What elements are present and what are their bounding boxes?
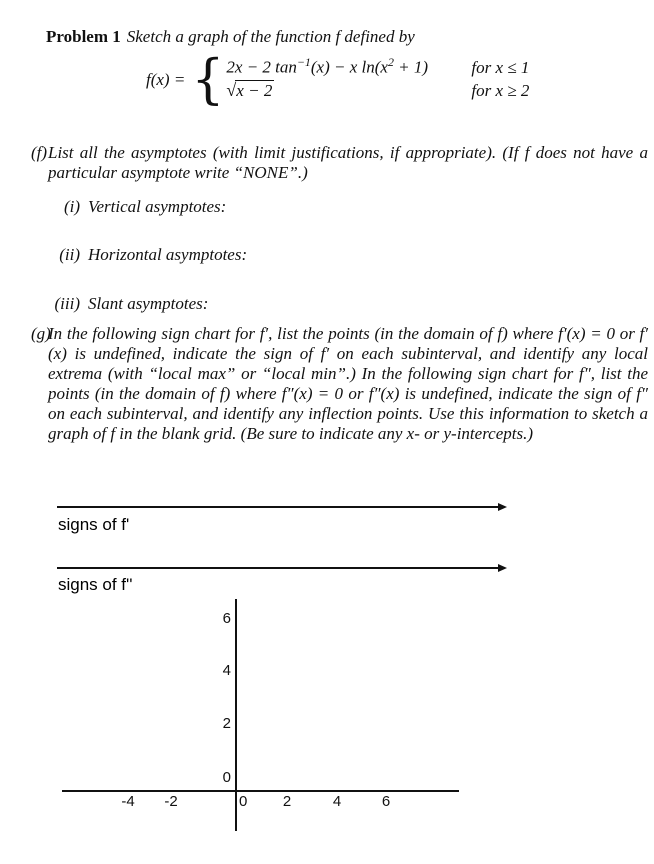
x-tick-neg4: -4	[121, 793, 135, 810]
part-f-text: List all the asymptotes (with limit justifications, if appropriate). (If f does not have a particular asymptote write “NONE”.)	[48, 143, 648, 182]
piecewise-function	[146, 49, 530, 111]
problem-number: Problem 1	[46, 27, 121, 46]
expression-2	[226, 80, 471, 101]
sign-chart-fprime-numberline	[57, 503, 507, 512]
y-tick-4: 4	[222, 662, 231, 679]
piecewise-brace: {	[191, 49, 225, 111]
expr1-part3: + 1)	[393, 57, 429, 77]
condition-2: for x ≥ 2	[471, 81, 530, 100]
condition-1: for x ≤ 1	[471, 57, 530, 77]
y-tick-2: 2	[222, 715, 231, 732]
sign-chart-fdoubleprime-numberline	[57, 564, 507, 573]
function-lhs: f(x) =	[146, 70, 186, 89]
sign-chart-fdoubleprime-label: signs of f''	[58, 575, 133, 594]
expr1-part2: (x) − x ln(x	[310, 57, 388, 77]
part-g-label: (g)	[31, 324, 51, 343]
x-tick-0: 0	[239, 793, 248, 810]
item-iii-text: Slant asymptotes:	[88, 294, 209, 313]
x-tick-neg2: -2	[164, 793, 178, 810]
item-iii-label: (iii)	[54, 294, 80, 313]
item-ii-label: (ii)	[59, 245, 80, 264]
y-tick-0: 0	[222, 769, 231, 786]
problem-title	[46, 27, 415, 47]
expr1-exponent1: −1	[296, 55, 311, 69]
expr1-part1: 2x − 2 tan	[226, 57, 297, 77]
part-g-text: In the following sign chart for f′, list the points (in the domain of f) where f′(x) = 0 or f′(x) is undefined, indicate the sign of f′ on each subinterval, and identify any local extrema (with “local max” or “local min”.) In the following sign chart for f″, list the points (in the domain of f) where f″(x) = 0 or f″(x) is undefined, indicate the sign of f″ on each subinterval, and identify any inflection points. Use this information to sketch a graph of f in the blank grid. (Be sure to indicate any x- or y-intercepts.)	[48, 324, 648, 443]
piecewise-row-1	[226, 55, 529, 80]
y-tick-6: 6	[222, 610, 231, 627]
piecewise-rows	[226, 55, 529, 105]
expr1-exponent2: 2	[387, 55, 394, 69]
radicand: x − 2	[236, 81, 273, 100]
item-i-label: (i)	[63, 197, 80, 216]
right-arrow-icon	[498, 503, 507, 511]
numberline-shaft	[57, 506, 499, 508]
x-tick-6: 6	[381, 793, 391, 810]
x-tick-4: 4	[332, 793, 342, 810]
right-arrow-icon	[498, 564, 507, 572]
problem-intro: Sketch a graph of the function f defined by	[126, 27, 415, 46]
sign-chart-fprime-label: signs of f'	[58, 515, 130, 534]
radical-sign: √	[226, 80, 237, 100]
y-axis	[235, 599, 237, 831]
x-tick-2: 2	[282, 793, 292, 810]
numberline-shaft	[57, 567, 499, 569]
item-i-text: Vertical asymptotes:	[88, 197, 227, 216]
piecewise-row-2	[226, 80, 529, 105]
item-ii-text: Horizontal asymptotes:	[88, 245, 248, 264]
part-f-label: (f)	[31, 143, 48, 162]
expression-1	[226, 55, 471, 78]
x-axis	[62, 790, 459, 792]
